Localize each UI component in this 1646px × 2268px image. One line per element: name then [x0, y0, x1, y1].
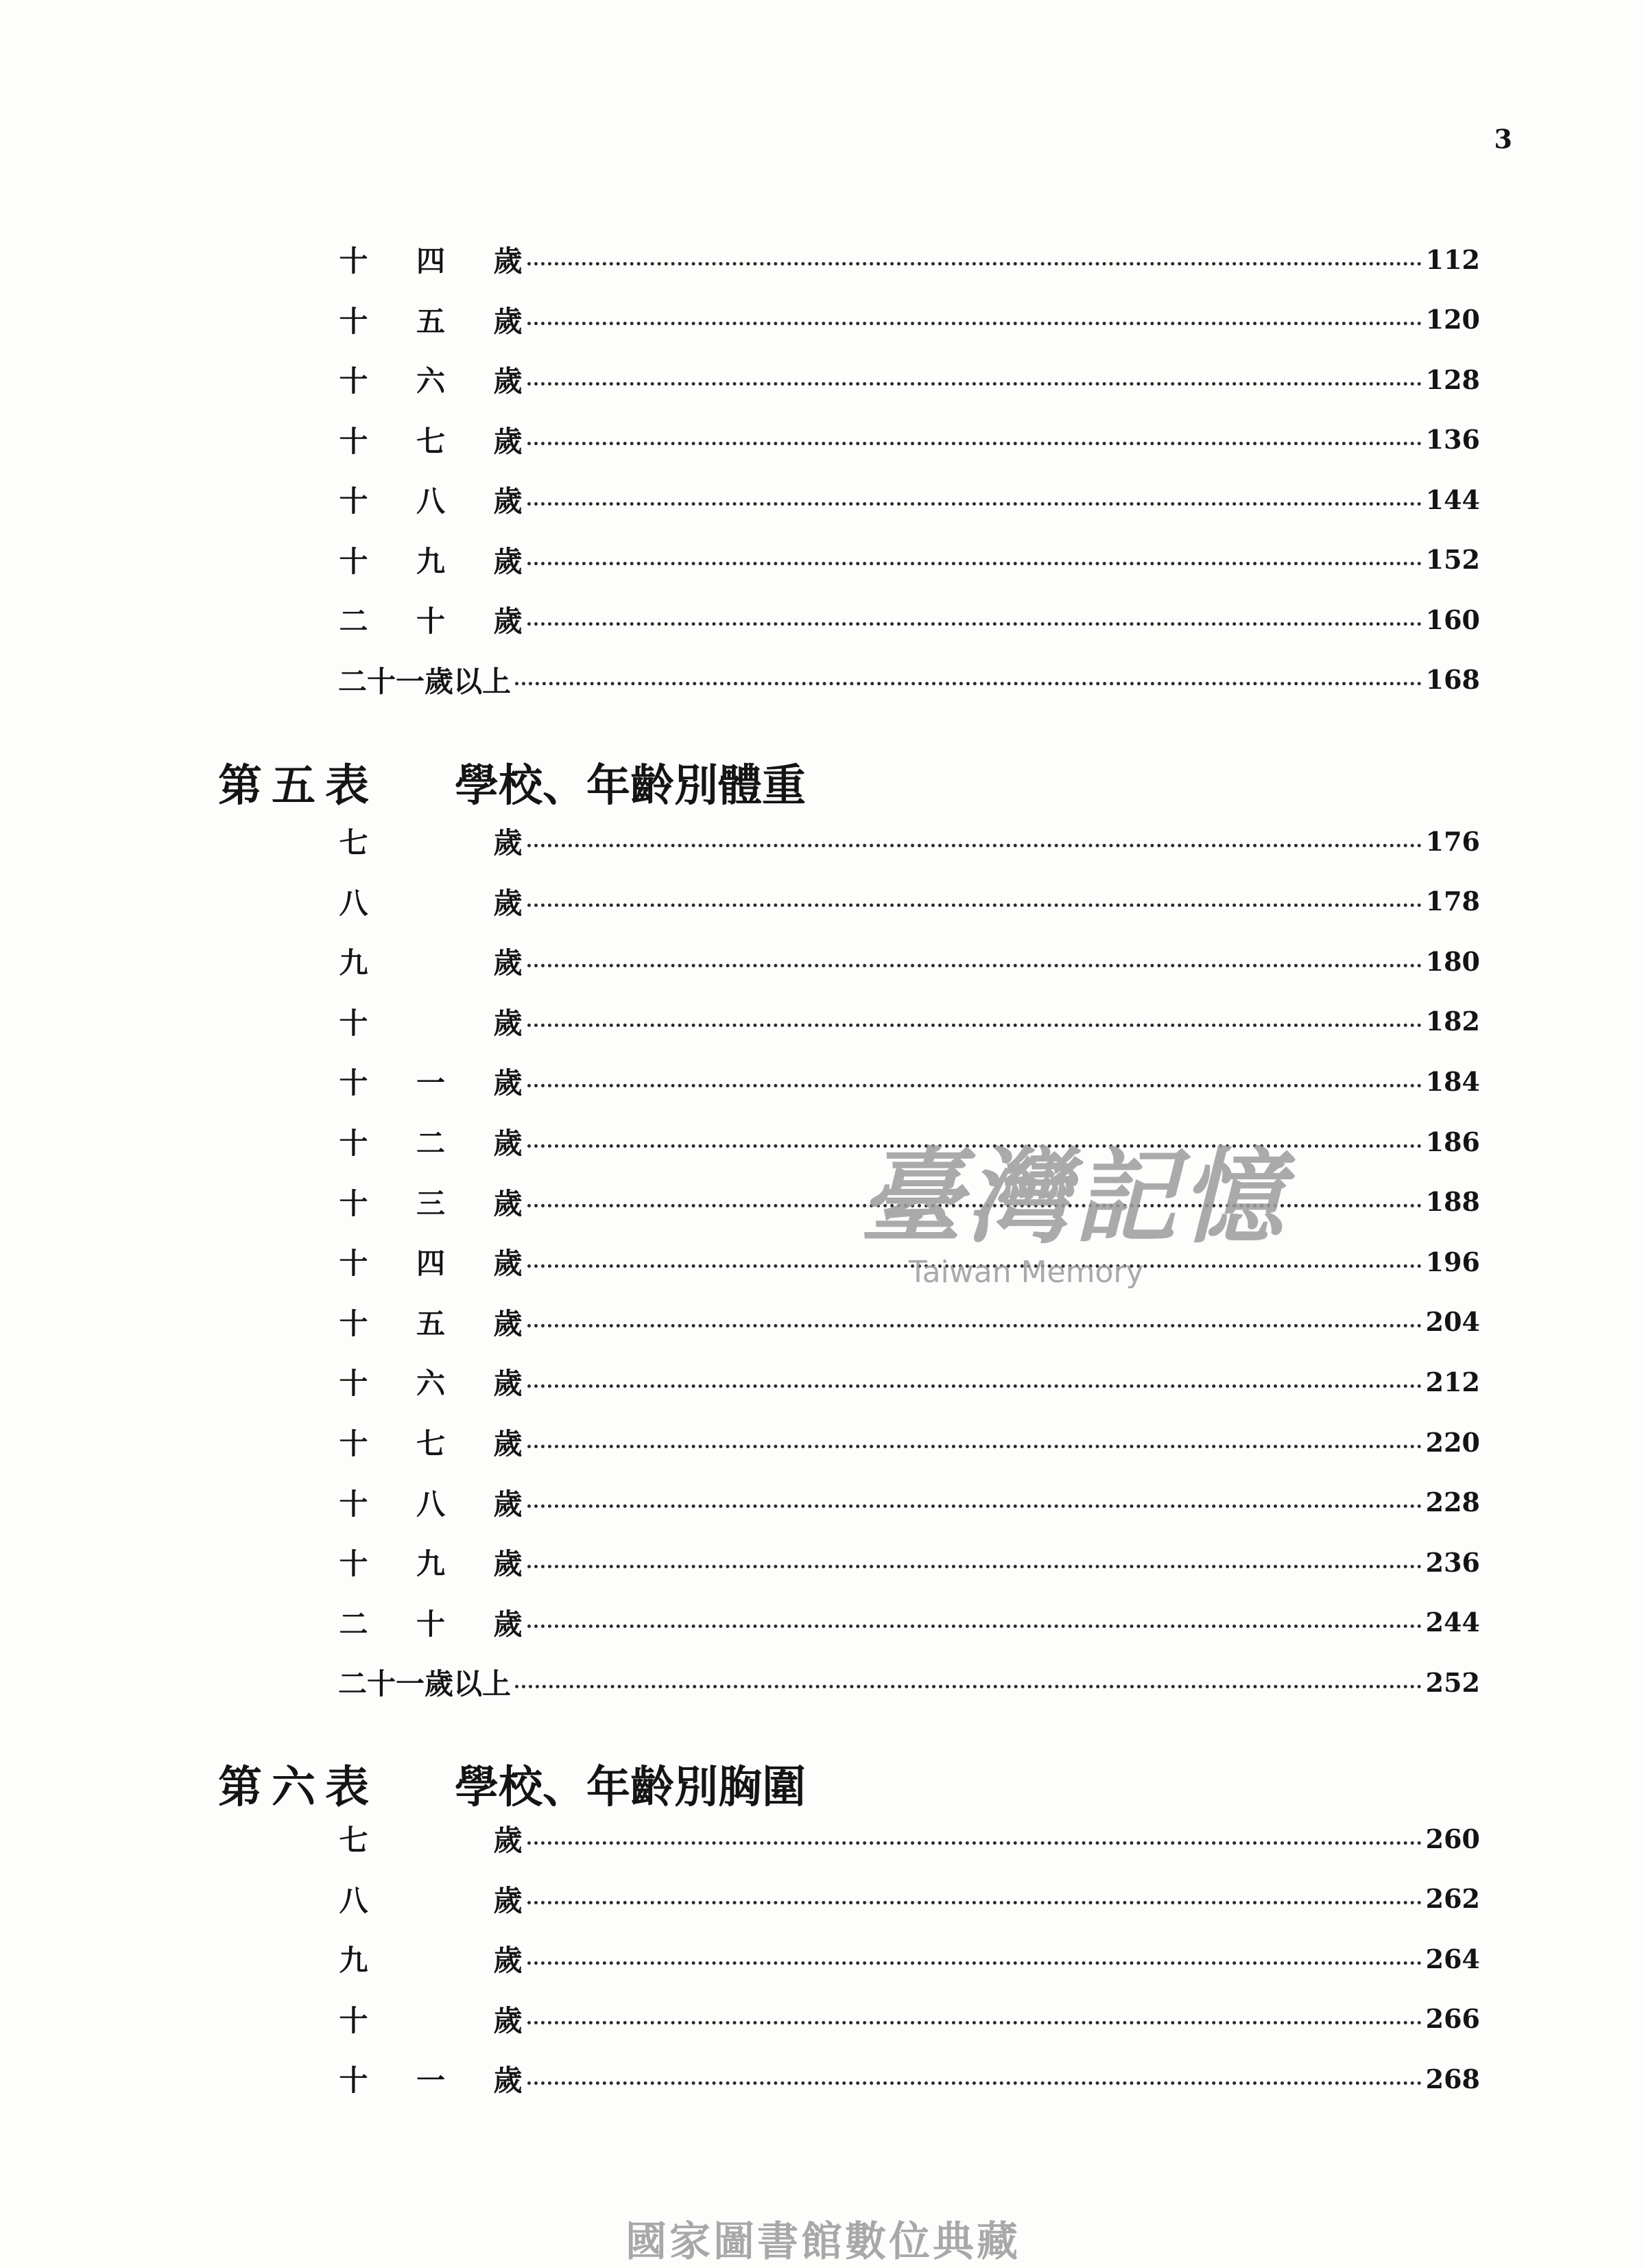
entry-label-char: 八	[339, 886, 368, 920]
entry-label	[338, 2058, 523, 2099]
entry-label-char: 七	[339, 1823, 368, 1857]
dot-leader	[515, 682, 1422, 685]
entry-label-char: 十	[339, 1006, 368, 1040]
entry-label	[338, 419, 523, 460]
entry-page-number: 228	[1425, 1487, 1480, 1518]
entry-page-number: 144	[1425, 484, 1480, 515]
entry-label-char: 歲	[493, 1883, 523, 1917]
watermark-chinese: 臺灣記憶	[859, 1137, 1287, 1257]
entry-label	[338, 1998, 523, 2040]
toc-entry	[338, 1361, 1480, 1402]
entry-label	[338, 1061, 523, 1102]
toc-entry	[338, 820, 1480, 862]
entry-label	[338, 299, 523, 340]
watermark-logo	[826, 1139, 1320, 1310]
entry-page-number: 196	[1425, 1246, 1480, 1277]
entry-page-number: 252	[1425, 1666, 1480, 1698]
entry-label-char: 四	[416, 244, 445, 278]
toc-entry	[338, 1541, 1480, 1583]
entry-label-char: 歲	[493, 364, 523, 398]
entry-label-char: 十	[339, 304, 368, 338]
dot-leader	[527, 1084, 1422, 1087]
entry-label-char	[416, 881, 446, 922]
entry-label-char: 十	[339, 1427, 368, 1461]
toc-entry	[338, 659, 1480, 700]
dot-leader	[527, 502, 1422, 506]
entry-page-number: 264	[1425, 1943, 1480, 1974]
entry-page-number: 182	[1425, 1006, 1480, 1037]
entry-page-number: 112	[1425, 244, 1480, 275]
entry-page-number: 128	[1425, 364, 1480, 395]
entry-label-char: 歲	[493, 304, 523, 338]
entry-label-char: 歲	[493, 1547, 523, 1581]
entry-label-char: 十	[339, 2003, 368, 2037]
dot-leader	[515, 1685, 1422, 1688]
entry-label	[338, 1001, 523, 1042]
entry-label	[338, 1121, 523, 1162]
toc-entry	[338, 299, 1480, 340]
entry-label-char: 六	[416, 1367, 445, 1401]
entry-label-char: 九	[416, 1547, 445, 1581]
dot-leader	[527, 1625, 1422, 1628]
dot-leader	[527, 442, 1422, 445]
entry-page-number: 120	[1425, 304, 1480, 335]
entry-label-char: 十	[339, 2064, 368, 2097]
watermark-english: Taiwan Memory	[909, 1255, 1144, 1290]
entry-label-char: 歲	[493, 484, 523, 518]
entry-label-char: 歲	[493, 1367, 523, 1401]
toc-entry	[338, 479, 1480, 520]
entry-label	[338, 1361, 523, 1402]
toc-entry	[338, 1938, 1480, 1979]
table-number: 第六表	[218, 1762, 379, 1813]
toc-entry	[338, 941, 1480, 982]
entry-label-char: 十	[339, 1186, 368, 1220]
entry-label	[338, 1818, 523, 1859]
toc-entry	[338, 881, 1480, 922]
entry-label-char: 歲	[493, 544, 523, 578]
entry-page-number: 188	[1425, 1186, 1480, 1218]
dot-leader	[527, 322, 1422, 325]
entry-label	[338, 1482, 523, 1523]
entry-label-char	[416, 1818, 446, 1859]
toc-entry	[338, 2058, 1480, 2099]
entry-label-char: 歲	[493, 946, 523, 980]
dot-leader	[527, 964, 1422, 967]
dot-leader	[527, 1961, 1422, 1965]
entry-label: 二十一歲以上	[338, 1667, 512, 1701]
dot-leader	[527, 844, 1422, 847]
entry-label-char: 歲	[493, 1006, 523, 1040]
entry-label-char: 歲	[493, 1487, 523, 1521]
entry-label-char: 八	[339, 1883, 368, 1917]
entry-page-number: 168	[1425, 664, 1480, 695]
entry-label	[338, 1241, 523, 1282]
toc-entry	[338, 1421, 1480, 1463]
toc-entry	[338, 1878, 1480, 1919]
entry-label-char: 歲	[493, 604, 523, 638]
toc-entry	[338, 419, 1480, 460]
toc-entry	[338, 1818, 1480, 1859]
entry-page-number: 236	[1425, 1546, 1480, 1578]
entry-label-char: 十	[339, 424, 368, 458]
entry-label-char: 歲	[493, 1427, 523, 1461]
table-title: 學校、年齡別胸圍	[455, 1762, 806, 1813]
entry-label-char: 五	[416, 1306, 445, 1340]
dot-leader	[527, 2021, 1422, 2024]
entry-label-char: 歲	[493, 886, 523, 920]
toc-entry	[338, 1602, 1480, 1643]
entry-label-char: 十	[339, 1547, 368, 1581]
entry-label: 二十一歲以上	[338, 664, 512, 698]
dot-leader	[527, 2081, 1422, 2085]
entry-label-char: 二	[416, 1126, 445, 1160]
entry-label-char: 二	[339, 1607, 368, 1641]
entry-label-char: 歲	[493, 1066, 523, 1100]
entry-label-char: 十	[339, 1306, 368, 1340]
dot-leader	[527, 903, 1422, 907]
entry-label-char: 歲	[493, 424, 523, 458]
entry-label-char: 一	[416, 1066, 445, 1100]
entry-page-number: 176	[1425, 825, 1480, 857]
toc-entry	[338, 599, 1480, 640]
entry-label-char: 十	[339, 1126, 368, 1160]
entry-page-number: 178	[1425, 886, 1480, 917]
entry-label-char: 十	[339, 544, 368, 578]
entry-label	[338, 1938, 523, 1979]
dot-leader	[527, 1384, 1422, 1388]
table-number: 第五表	[218, 760, 379, 812]
toc-entry	[338, 359, 1480, 400]
entry-label-char: 十	[339, 364, 368, 398]
entry-label-char: 十	[339, 1247, 368, 1281]
entry-label-char: 九	[416, 544, 445, 578]
entry-label	[338, 1421, 523, 1463]
entry-label	[338, 941, 523, 982]
entry-label	[338, 239, 523, 280]
entry-page-number: 184	[1425, 1065, 1480, 1097]
entry-label-char	[416, 1001, 446, 1042]
entry-page-number: 268	[1425, 2063, 1480, 2094]
entry-page-number: 266	[1425, 2003, 1480, 2034]
toc-entry	[338, 1998, 1480, 2040]
entry-label-char: 十	[339, 1487, 368, 1521]
dot-leader	[527, 1901, 1422, 1904]
entry-label-char: 歲	[493, 1126, 523, 1160]
entry-label-char: 歲	[493, 2003, 523, 2037]
entry-label-char: 十	[416, 604, 445, 638]
toc-entry	[338, 1662, 1480, 1703]
entry-label-char: 四	[416, 1247, 445, 1281]
entry-label-char: 九	[339, 946, 368, 980]
toc-entry	[338, 239, 1480, 280]
entry-label	[338, 479, 523, 520]
entry-page-number: 244	[1425, 1607, 1480, 1638]
entry-page-number: 186	[1425, 1126, 1480, 1157]
entry-page-number: 136	[1425, 424, 1480, 455]
entry-label-char: 九	[339, 1944, 368, 1977]
toc-entry	[338, 1001, 1480, 1042]
footer-source: 國家圖書館數位典藏	[625, 2218, 1021, 2266]
entry-label-char: 歲	[493, 1607, 523, 1641]
entry-label-char: 七	[416, 1427, 445, 1461]
dot-leader	[527, 562, 1422, 565]
dot-leader	[527, 382, 1422, 386]
entry-label	[338, 820, 523, 862]
entry-label	[338, 1602, 523, 1643]
dot-leader	[527, 1445, 1422, 1448]
entry-label	[338, 1541, 523, 1583]
entry-label-char: 歲	[493, 1823, 523, 1857]
entry-page-number: 152	[1425, 544, 1480, 575]
entry-page-number: 180	[1425, 945, 1480, 977]
entry-page-number: 204	[1425, 1306, 1480, 1338]
entry-label-char	[416, 1878, 446, 1919]
entry-label	[338, 359, 523, 400]
entry-label-char	[416, 1998, 446, 2040]
entry-page-number: 262	[1425, 1883, 1480, 1914]
dot-leader	[527, 622, 1422, 626]
entry-page-number: 160	[1425, 604, 1480, 635]
entry-page-number: 220	[1425, 1426, 1480, 1458]
toc-entry	[338, 539, 1480, 580]
dot-leader	[527, 1841, 1422, 1845]
entry-label-char: 三	[416, 1186, 445, 1220]
toc-entry	[338, 1061, 1480, 1102]
entry-label-char: 二	[339, 604, 368, 638]
entry-label-char: 十	[339, 484, 368, 518]
entry-label-char: 十	[416, 1607, 445, 1641]
entry-label-char: 八	[416, 1487, 445, 1521]
entry-label-char: 歲	[493, 1247, 523, 1281]
entry-label-char: 歲	[493, 1306, 523, 1340]
entry-label	[338, 599, 523, 640]
entry-label-char: 十	[339, 244, 368, 278]
dot-leader	[527, 262, 1422, 265]
entry-label-char: 一	[416, 2064, 445, 2097]
entry-label-char: 十	[339, 1367, 368, 1401]
dot-leader	[527, 1024, 1422, 1027]
entry-label	[338, 539, 523, 580]
dot-leader	[527, 1565, 1422, 1568]
table-title: 學校、年齡別體重	[455, 760, 806, 812]
entry-label	[338, 881, 523, 922]
entry-page-number: 260	[1425, 1823, 1480, 1854]
entry-label	[338, 1301, 523, 1343]
entry-label-char: 五	[416, 304, 445, 338]
entry-label-char	[416, 820, 446, 862]
toc-entry	[338, 1482, 1480, 1523]
entry-label-char: 十	[339, 1066, 368, 1100]
entry-label	[338, 1878, 523, 1919]
entry-label-char: 歲	[493, 1186, 523, 1220]
entry-label-char: 六	[416, 364, 445, 398]
page-number: 3	[1494, 123, 1512, 154]
section-heading-table-5	[218, 755, 806, 810]
entry-label-char: 七	[416, 424, 445, 458]
entry-label-char	[416, 941, 446, 982]
entry-label-char: 八	[416, 484, 445, 518]
entry-label	[338, 1181, 523, 1222]
entry-page-number: 212	[1425, 1366, 1480, 1397]
dot-leader	[527, 1504, 1422, 1508]
entry-label-char: 歲	[493, 1944, 523, 1977]
entry-label-char: 歲	[493, 826, 523, 860]
entry-label-char: 歲	[493, 244, 523, 278]
section-heading-table-6	[218, 1756, 806, 1811]
entry-label-char	[416, 1938, 446, 1979]
entry-label-char: 歲	[493, 2064, 523, 2097]
entry-label-char: 七	[339, 826, 368, 860]
dot-leader	[527, 1324, 1422, 1327]
